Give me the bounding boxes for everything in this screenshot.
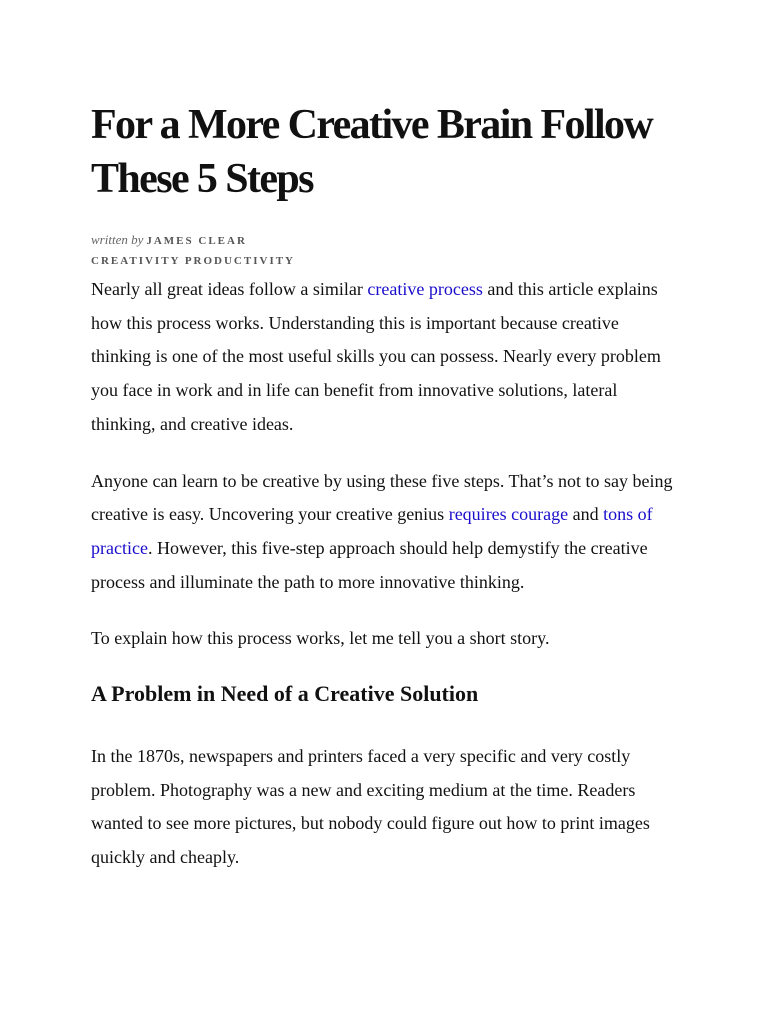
paragraph-text: and <box>568 504 604 525</box>
paragraph-text: Anyone can learn to be creative by using these five steps. That’s not to say being creative is easy. Uncovering your creative genius <box>91 470 673 525</box>
link-creative-process[interactable]: creative process <box>367 279 483 299</box>
paragraph-intro <box>91 273 676 442</box>
category-list <box>91 254 676 268</box>
author-link[interactable]: JAMES CLEAR <box>146 235 247 247</box>
category-link-creativity[interactable]: CREATIVITY <box>91 255 181 267</box>
link-tons-of-practice[interactable]: tons of practice <box>91 504 653 558</box>
paragraph-text: and this article explains how this process works. Understanding this is important because creative thinking is one of the most useful skills you can possess. Nearly every problem you face in work and in life can benefit from innovative solutions, lateral thinking, and creative ideas. <box>91 279 661 434</box>
paragraph-1870s: In the 1870s, newspapers and printers faced a very specific and very costly problem. Photography was a new and exciting medium at the time. Readers wanted to see more pictures, but nobody could figure out how to print images quickly and cheaply. <box>91 746 650 868</box>
section-heading: A Problem in Need of a Creative Solution <box>91 681 479 707</box>
article-title: For a More Creative Brain Follow These 5 Steps <box>91 102 653 202</box>
paragraph-anyone-can-learn <box>91 465 676 600</box>
article-body <box>91 273 676 875</box>
link-requires-courage[interactable]: requires courage <box>448 504 569 525</box>
written-by-label: written by <box>91 232 144 247</box>
paragraph-text: Nearly all great ideas follow a similar <box>91 279 368 299</box>
paragraph-text: . However, this five-step approach should help demystify the creative process and illuminate the path to more innovative thinking. <box>91 537 648 592</box>
category-link-productivity[interactable]: PRODUCTIVITY <box>184 255 296 267</box>
paragraph-short-story: To explain how this process works, let me tell you a short story. <box>91 628 550 649</box>
article-byline <box>91 232 676 249</box>
